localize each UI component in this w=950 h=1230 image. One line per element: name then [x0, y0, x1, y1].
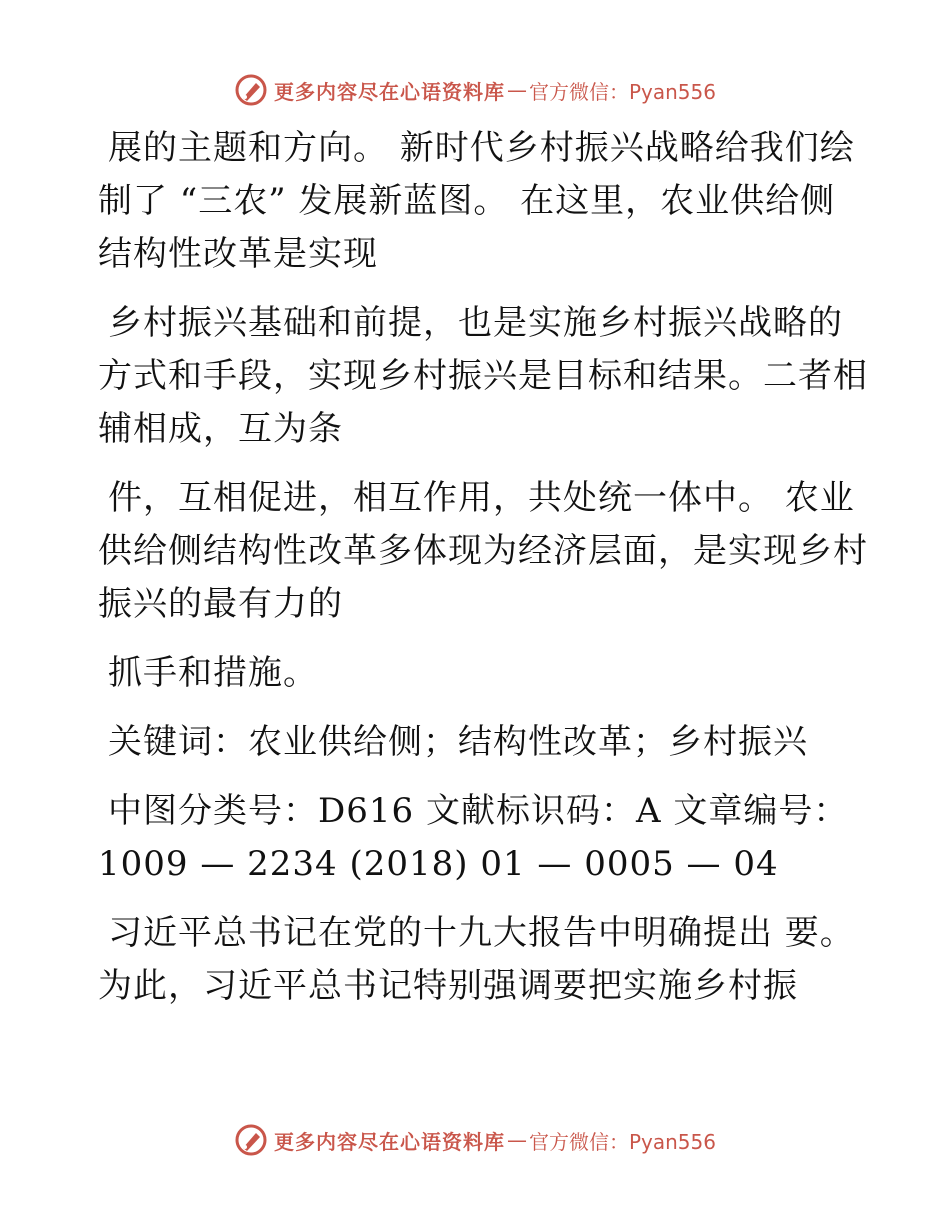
- watermark-right-text: 官方微信：Pyan556: [528, 1129, 716, 1154]
- paragraph: [98, 907, 858, 1013]
- pen-logo-icon: [234, 1123, 268, 1157]
- classification-info: [98, 785, 858, 891]
- text-line: 1009 — 2234 (2018) 01 — 0005 — 04: [98, 844, 779, 884]
- text-line: 辅相成，互为条: [98, 409, 343, 449]
- keywords: [98, 716, 858, 769]
- text-line: 关键词：农业供给侧；结构性改革；乡村振兴: [108, 722, 808, 762]
- text-line: 制了 “三农” 发展新蓝图。 在这里，农业供给侧: [98, 181, 836, 221]
- watermark-left-text: 更多内容尽在心语资料库: [273, 1129, 505, 1154]
- text-line: 结构性改革是实现: [98, 234, 378, 274]
- paragraph: [98, 647, 858, 700]
- header-watermark: [0, 70, 950, 110]
- paragraph: [98, 297, 868, 456]
- text-line: 供给侧结构性改革多体现为经济层面，是实现乡村: [98, 531, 868, 571]
- watermark-right-text: 官方微信：Pyan556: [528, 79, 716, 104]
- pen-logo-icon: [234, 73, 268, 107]
- text-line: 习近平总书记在党的十九大报告中明确提出 要。: [108, 913, 855, 953]
- document-body: [98, 122, 868, 1029]
- watermark-separator: —: [506, 78, 527, 102]
- text-line: 展的主题和方向。 新时代乡村振兴战略给我们绘: [108, 128, 855, 168]
- text-line: 方式和手段，实现乡村振兴是目标和结果。二者相: [98, 356, 868, 396]
- text-line: 抓手和措施。: [108, 653, 318, 693]
- footer-watermark: [0, 1120, 950, 1160]
- paragraph: [98, 472, 868, 631]
- text-line: 件，互相促进，相互作用，共处统一体中。 农业: [108, 478, 855, 518]
- text-line: 乡村振兴基础和前提，也是实施乡村振兴战略的: [108, 303, 843, 343]
- watermark-left-text: 更多内容尽在心语资料库: [273, 79, 505, 104]
- text-line: 中图分类号：D616 文献标识码：A 文章编号：: [108, 791, 849, 831]
- text-line: 振兴的最有力的: [98, 584, 343, 624]
- text-line: 为此，习近平总书记特别强调要把实施乡村振: [98, 966, 798, 1006]
- paragraph: [98, 122, 858, 281]
- watermark-separator: —: [506, 1128, 527, 1152]
